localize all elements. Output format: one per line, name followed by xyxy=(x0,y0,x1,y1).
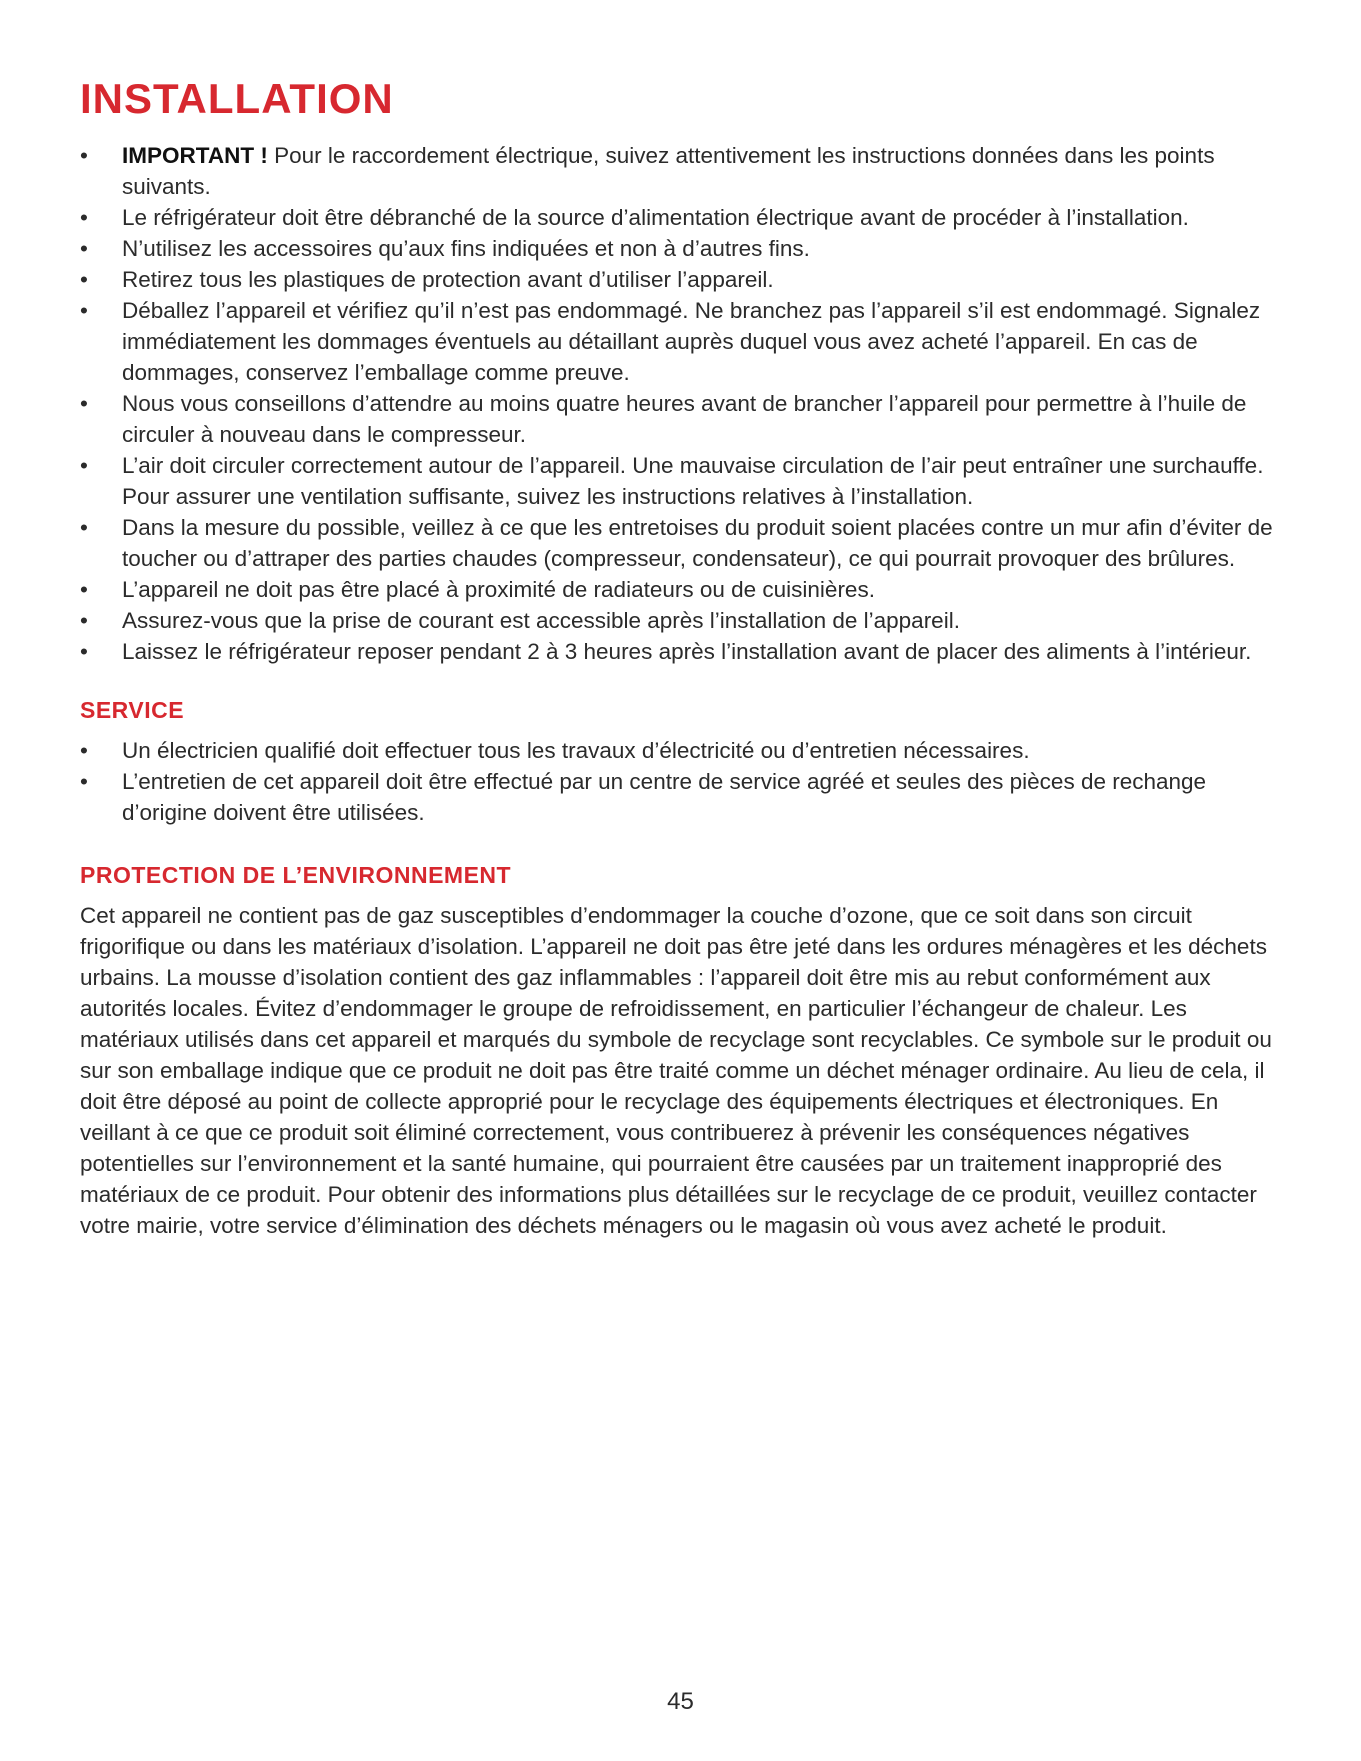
service-heading: SERVICE xyxy=(80,697,185,723)
list-item-text: Un électricien qualifié doit effectuer tous les travaux d’électricité ou d’entretien nécessaires. xyxy=(122,738,1030,763)
list-item xyxy=(80,735,1285,766)
installation-section xyxy=(80,72,1285,667)
list-item-text: L’entretien de cet appareil doit être effectué par un centre de service agréé et seules des pièces de rechange d’origine doivent être utilisées. xyxy=(122,769,1207,825)
document-page xyxy=(80,72,1285,1241)
list-item-text: N’utilisez les accessoires qu’aux fins indiquées et non à d’autres fins. xyxy=(122,236,810,261)
list-item-text: Déballez l’appareil et vérifiez qu’il n’est pas endommagé. Ne branchez pas l’appareil s’il est endommagé. Signalez immédiatement les dommages éventuels au détaillant auprès duquel vous avez acheté l’appareil. En cas de dommages, conservez l’emballage comme preuve. xyxy=(122,298,1261,385)
important-label: IMPORTANT ! xyxy=(122,143,268,168)
list-item-text: L’air doit circuler correctement autour de l’appareil. Une mauvaise circulation de l’air peut entraîner une surchauffe. Pour assurer une ventilation suffisante, suivez les instructions relatives à l’installation. xyxy=(122,453,1264,509)
list-item xyxy=(80,574,1285,605)
list-item-text: L’appareil ne doit pas être placé à proximité de radiateurs ou de cuisinières. xyxy=(122,577,875,602)
list-item xyxy=(80,264,1285,295)
environment-heading: PROTECTION DE L’ENVIRONNEMENT xyxy=(80,862,512,888)
installation-heading: INSTALLATION xyxy=(80,75,394,122)
list-item-text: Assurez-vous que la prise de courant est accessible après l’installation de l’appareil. xyxy=(122,608,960,633)
list-item-text: Retirez tous les plastiques de protection avant d’utiliser l’appareil. xyxy=(122,267,774,292)
list-item-text: Le réfrigérateur doit être débranché de la source d’alimentation électrique avant de procéder à l’installation. xyxy=(122,205,1189,230)
list-item xyxy=(80,140,1285,202)
list-item xyxy=(80,295,1285,388)
list-item-text: Laissez le réfrigérateur reposer pendant 2 à 3 heures après l’installation avant de placer des aliments à l’intérieur. xyxy=(122,639,1252,664)
list-item xyxy=(80,605,1285,636)
service-list xyxy=(80,735,1285,828)
list-item xyxy=(80,233,1285,264)
installation-list xyxy=(80,140,1285,667)
environment-paragraph: Cet appareil ne contient pas de gaz susceptibles d’endommager la couche d’ozone, que ce soit dans son circuit frigorifique ou dans les matériaux d’isolation. L’appareil ne doit pas être jeté dans les ordures ménagères et les déchets urbains. La mousse d’isolation contient des gaz inflammables : l’appareil doit être mis au rebut conformément aux autorités locales. Évitez d’endommager le groupe de refroidissement, en particulier l’échangeur de chaleur. Les matériaux utilisés dans cet appareil et marqués du symbole de recyclage sont recyclables. Ce symbole sur le produit ou sur son emballage indique que ce produit ne doit pas être traité comme un déchet ménager ordinaire. Au lieu de cela, il doit être déposé au point de collecte approprié pour le recyclage des équipements électriques et électroniques. En veillant à ce que ce produit soit éliminé correctement, vous contribuerez à prévenir les conséquences négatives potentielles sur l’environnement et la santé humaine, qui pourraient être causées par un traitement inapproprié des matériaux de ce produit. Pour obtenir des informations plus détaillées sur le recyclage de ce produit, veuillez contacter votre mairie, votre service d’élimination des déchets ménagers ou le magasin où vous avez acheté le produit. xyxy=(80,903,1272,1238)
list-item xyxy=(80,636,1285,667)
list-item-text: Nous vous conseillons d’attendre au moins quatre heures avant de brancher l’appareil pour permettre à l’huile de circuler à nouveau dans le compresseur. xyxy=(122,391,1247,447)
list-item xyxy=(80,202,1285,233)
service-section xyxy=(80,695,1285,828)
environment-section xyxy=(80,860,1285,1241)
list-item-text: Pour le raccordement électrique, suivez attentivement les instructions données dans les points suivants. xyxy=(122,143,1215,199)
list-item xyxy=(80,766,1285,828)
list-item xyxy=(80,388,1285,450)
list-item xyxy=(80,512,1285,574)
page-number: 45 xyxy=(667,1688,694,1715)
list-item xyxy=(80,450,1285,512)
list-item-text: Dans la mesure du possible, veillez à ce que les entretoises du produit soient placées contre un mur afin d’éviter de toucher ou d’attraper des parties chaudes (compresseur, condensateur), ce qui pourrait provoquer des brûlures. xyxy=(122,515,1273,571)
